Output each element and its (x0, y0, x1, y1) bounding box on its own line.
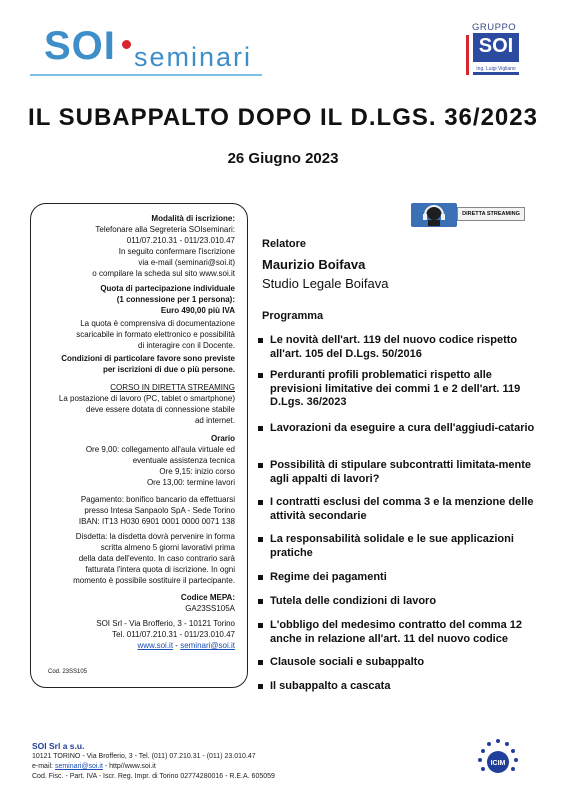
panel-line: Euro 490,00 più IVA (160, 306, 235, 315)
bullet-icon (258, 338, 263, 343)
panel-line: ad internet. (194, 416, 235, 425)
panel-line: Quota di partecipazione individuale (100, 284, 235, 293)
panel-line: presso Intesa Sanpaolo SpA - Sede Torino (84, 506, 235, 515)
panel-line: Ore 9,15: inizio corso (159, 467, 235, 476)
gruppo-sub: Ing. Luigi Vigliano (473, 66, 519, 72)
panel-line: Pagamento: bonifico bancario da effettuarsi (80, 495, 235, 504)
program-item: L'obbligo del medesimo contratto del comma 12 anche in relazione all'art. 11 del nuovo codice (258, 619, 538, 646)
panel-line: 011/07.210.31 - 011/23.010.47 (126, 236, 235, 245)
panel-line: deve essere dotata di connessione stabile (86, 405, 235, 414)
bullet-icon (258, 660, 263, 665)
footer-company: SOI Srl a s.u. (32, 741, 85, 751)
bullet-icon (258, 373, 263, 378)
footer-address: 10121 TORINO - Via Brofferio, 3 - Tel. (011) 07.210.31 - (011) 23.010.47 (32, 753, 256, 760)
panel-line: La postazione di lavoro (PC, tablet o smartphone) (58, 394, 235, 403)
course-code: Cod. 23SS105 (48, 669, 88, 675)
panel-line: In seguito confermare l'iscrizione (118, 247, 235, 256)
bullet-icon (258, 599, 263, 604)
program-item: La responsabilità solidale e le sue applicazioni pratiche (258, 533, 538, 560)
panel-line: Tel. 011/07.210.31 - 011/23.010.47 (112, 630, 235, 639)
gruppo-label: GRUPPO (472, 22, 517, 33)
logo-seminari: seminari (134, 42, 253, 72)
streaming-label: DIRETTA STREAMING (457, 207, 525, 221)
footer-contacts (32, 763, 156, 770)
bullet-icon (258, 500, 263, 505)
bullet-icon (258, 463, 263, 468)
program-item: I contratti esclusi del comma 3 e la menzione delle attività secondarie (258, 496, 538, 523)
bullet-icon (258, 537, 263, 542)
panel-line: di interagire con il Docente. (138, 341, 235, 350)
speaker-heading: Relatore (262, 238, 307, 250)
panel-line: Disdetta: la disdetta dovrà pervenire in forma (75, 532, 235, 541)
program-item: Il subappalto a cascata (258, 680, 538, 694)
program-item: Le novità dell'art. 119 del nuovo codice rispetto all'art. 105 del D.Lgs. 50/2016 (258, 334, 538, 361)
program-item: Lavorazioni da eseguire a cura dell'aggiudi-catario (258, 422, 538, 436)
gruppo-accent (466, 35, 469, 75)
cert-text: ICIM (490, 760, 506, 767)
logo-underline (30, 74, 262, 76)
program-item: Perduranti profili problematici rispetto alle previsioni limitative dei commi 1 e 2 dell'art. 119 D.Lgs. 36/2023 (258, 369, 538, 410)
info-panel (30, 203, 248, 688)
panel-line: Ore 13,00: termine lavori (146, 478, 235, 487)
bullet-icon (258, 426, 263, 431)
logo-soi: SOI (44, 24, 116, 68)
email-link[interactable]: seminari@soi.it (180, 641, 235, 650)
logo-dot (122, 40, 131, 49)
panel-line: fatturata l'intera quota di iscrizione. In ogni (85, 565, 235, 574)
panel-line: CORSO IN DIRETTA STREAMING (110, 383, 235, 392)
panel-line: della data dell'evento. In caso contrario sarà (78, 554, 235, 563)
panel-line: (1 connessione per 1 persona): (116, 295, 235, 304)
panel-line: Ore 9,00: collegamento all'aula virtuale ed (85, 445, 235, 454)
footer-fiscal: Cod. Fisc. - Part. IVA - Iscr. Reg. Impr. di Torino 02774280016 - R.E.A. 605059 (32, 773, 275, 780)
bullet-icon (258, 575, 263, 580)
program-heading: Programma (262, 310, 324, 322)
panel-line: GA23SS105A (185, 604, 235, 613)
panel-links (35, 641, 235, 652)
program-item: Possibilità di stipulare subcontratti limitata-mente agli appalti di lavori? (258, 459, 538, 486)
gruppo-name: SOI (478, 35, 514, 57)
panel-line: Modalità di iscrizione: (151, 214, 235, 223)
panel-line: momento è possibile sostituire il partecipante. (73, 576, 235, 585)
program-item: Clausole sociali e subappalto (258, 656, 538, 670)
program-item: Tutela delle condizioni di lavoro (258, 595, 538, 609)
bullet-icon (258, 684, 263, 689)
panel-line: Orario (210, 434, 235, 443)
link-separator: - (175, 641, 178, 650)
panel-line: SOI Srl - Via Brofferio, 3 - 10121 Torino (96, 619, 235, 628)
panel-line: La quota è comprensiva di documentazione (80, 319, 235, 328)
panel-line: Codice MEPA: (180, 593, 235, 602)
event-date: 26 Giugno 2023 (227, 150, 339, 167)
page-title: IL SUBAPPALTO DOPO IL D.LGS. 36/2023 (28, 104, 538, 131)
icim-certification-logo (470, 735, 526, 785)
panel-line: scritta almeno 5 giorni lavorativi prima (100, 543, 235, 552)
footer-email-prefix: e-mail: (32, 763, 55, 770)
panel-line: via e-mail (seminari@soi.it) (138, 258, 235, 267)
footer-email-link[interactable]: seminari@soi.it (54, 763, 103, 770)
panel-line: per iscrizioni di due o più persone. (102, 365, 235, 374)
panel-line: eventuale assistenza tecnica (132, 456, 235, 465)
footer-web: - http//www.soi.it (102, 763, 156, 770)
panel-line: IBAN: IT13 H030 6901 0001 0000 0071 138 (78, 517, 235, 526)
panel-line: Telefonare alla Segreteria SOIseminari: (95, 225, 235, 234)
website-link[interactable]: www.soi.it (137, 641, 174, 650)
streaming-headset-icon (411, 199, 457, 229)
panel-line: Condizioni di particolare favore sono previste (61, 354, 235, 363)
panel-line: scaricabile in formato elettronico e possibilità (76, 330, 235, 339)
program-item: Regime dei pagamenti (258, 571, 538, 585)
speaker-name: Maurizio Boifava (262, 257, 366, 272)
bullet-icon (258, 623, 263, 628)
speaker-org: Studio Legale Boifava (262, 276, 389, 291)
panel-line: o compilare la scheda sul sito www.soi.it (92, 269, 235, 278)
